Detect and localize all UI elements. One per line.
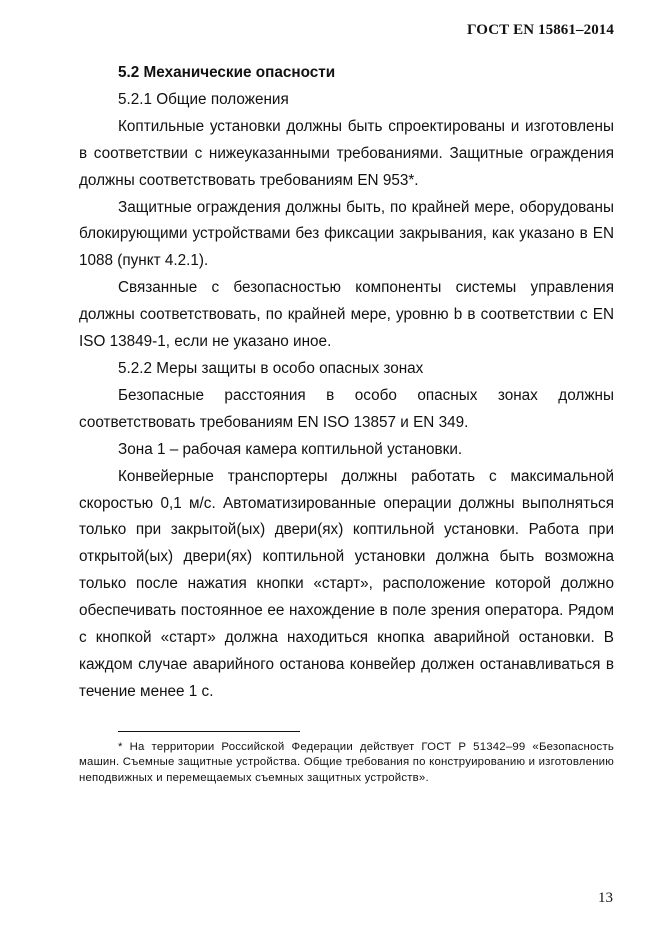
subsection-heading-protection: 5.2.2 Меры защиты в особо опасных зонах bbox=[118, 359, 424, 377]
section-heading: 5.2 Механические опасности bbox=[118, 64, 336, 81]
main-text bbox=[79, 60, 614, 706]
paragraph: Безопасные расстояния в особо опасных зонах должны соответствовать требованиям EN ISO 13857 и EN 349. bbox=[79, 386, 614, 431]
paragraph: Коптильные установки должны быть спроектированы и изготовлены в соответствии с нижеуказанными требованиями. Защитные ограждения должны соответствовать требованиям EN 953*. bbox=[79, 117, 614, 189]
page-number: 13 bbox=[598, 890, 613, 906]
footnote: * На территории Российской Федерации действует ГОСТ Р 51342–99 «Безопасность машин. Съемные защитные устройства. Общие требования по конструированию и изготовлению неподвижных и перемещаемых съемных защитных устройств». bbox=[79, 741, 614, 784]
paragraph: Защитные ограждения должны быть, по крайней мере, оборудованы блокирующими устройствами без фиксации закрывания, как указано в EN 1088 (пункт 4.2.1). bbox=[79, 198, 614, 270]
footnote-separator bbox=[118, 731, 300, 732]
paragraph: Связанные с безопасностью компоненты системы управления должны соответствовать, по крайней мере, уровню b в соответствии с EN ISO 13849-1, если не указано иное. bbox=[79, 279, 614, 351]
paragraph: Конвейерные транспортеры должны работать с максимальной скоростью 0,1 м/с. Автоматизированные операции должны выполняться только при закрытой(ых) двери(ях) коптильной установки. Работа при открытой(ых) двери(ях) коптильной установки должна быть возможна только после нажатия кнопки «старт», расположение которой должно обеспечивать постоянное ее нахождение в поле зрения оператора. Рядом с кнопкой «старт» должна находиться кнопка аварийной остановки. В каждом случае аварийного останова конвейер должен останавливаться в течение менее 1 с. bbox=[79, 467, 614, 700]
subsection-heading-general: 5.2.1 Общие положения bbox=[118, 90, 289, 108]
paragraph: Зона 1 – рабочая камера коптильной установки. bbox=[118, 440, 463, 458]
document-code-header: ГОСТ EN 15861–2014 bbox=[467, 22, 614, 38]
